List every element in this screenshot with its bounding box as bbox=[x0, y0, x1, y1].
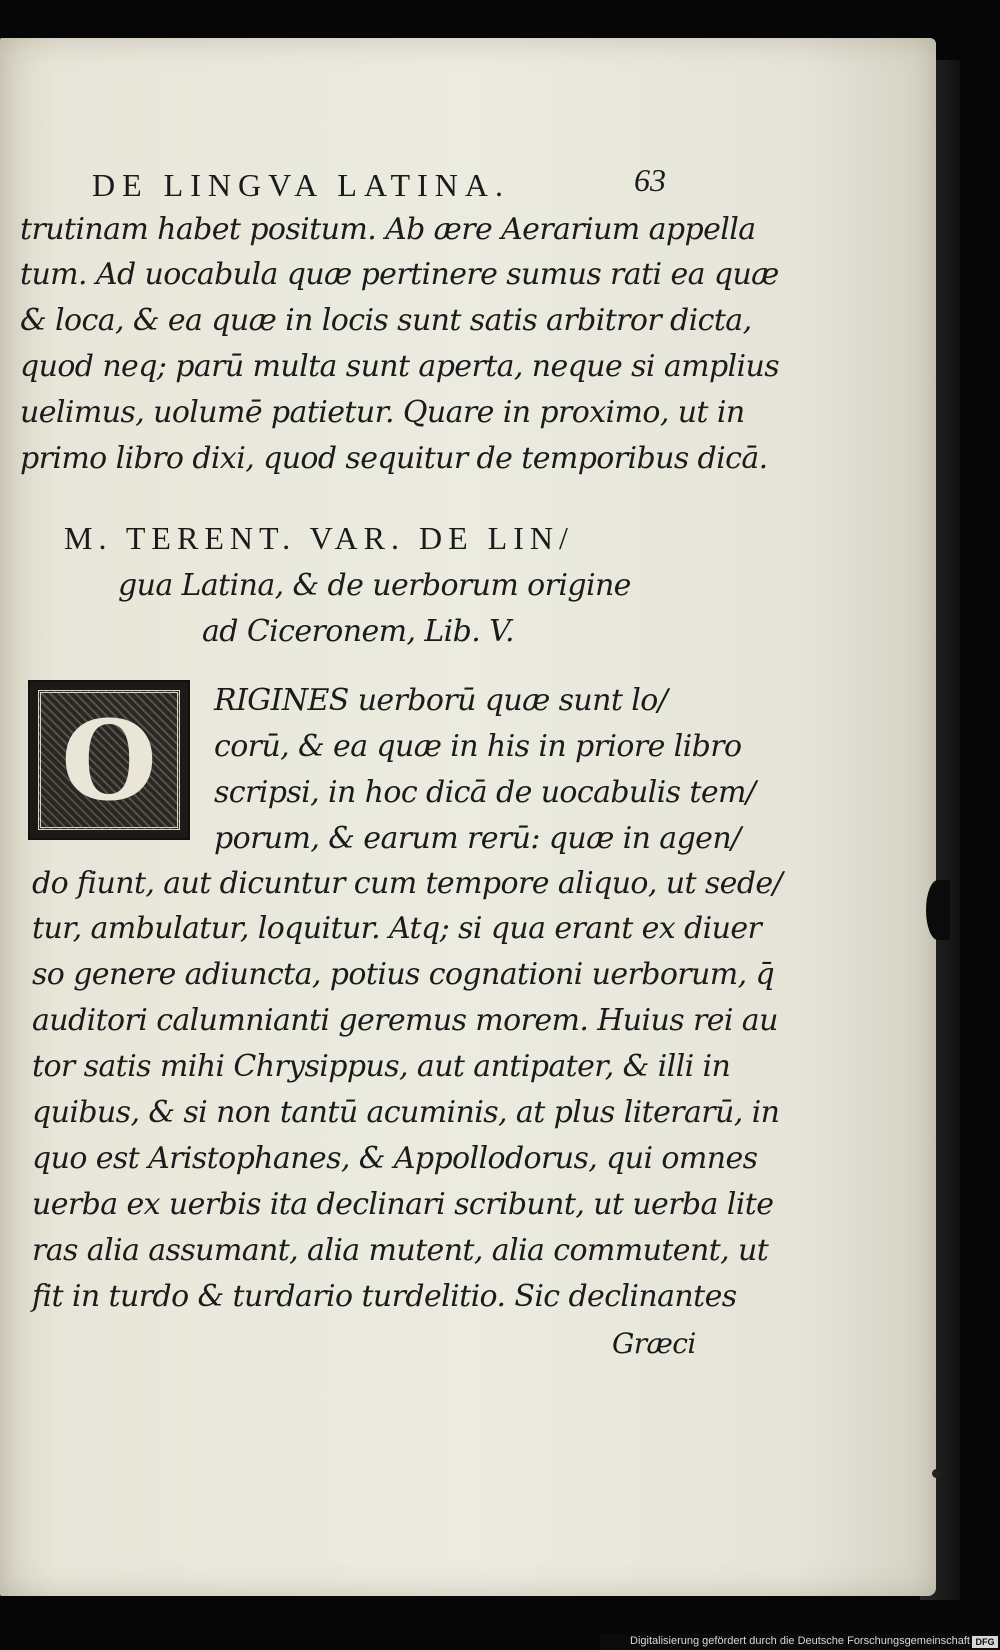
text-line: primo libro dixi, quod sequitur de temporibus dicā. bbox=[20, 441, 768, 476]
text-line: do fiunt, aut dicuntur cum tempore aliquo, ut sede/ bbox=[32, 866, 783, 901]
text-line: quod neq; parū multa sunt aperta, neque si amplius bbox=[20, 349, 780, 384]
footer-credit: Digitalisierung gefördert durch die Deutsche Forschungsgemeinschaft bbox=[630, 1635, 970, 1647]
text-line: & loca, & ea quæ in locis sunt satis arbitror dicta, bbox=[20, 303, 752, 338]
initial-letter: O bbox=[61, 695, 157, 825]
running-title: DE LINGVA LATINA. bbox=[92, 167, 510, 203]
text-line: porum, & earum rerū: quæ in agen/ bbox=[214, 821, 741, 856]
text-line: quo est Aristophanes, & Appollodorus, qui omnes bbox=[32, 1141, 758, 1176]
text-line: corū, & ea quæ in his in priore libro bbox=[214, 729, 742, 764]
chapter-heading-line: ad Ciceronem, Lib. V. bbox=[202, 614, 514, 649]
text-line: tor satis mihi Chrysippus, aut antipater, & illi in bbox=[32, 1049, 731, 1084]
decorated-initial bbox=[28, 680, 190, 840]
text-line: ras alia assumant, alia mutent, alia commutent, ut bbox=[32, 1233, 769, 1268]
text-line: tur, ambulatur, loquitur. Atq; si qua erant ex diuer bbox=[32, 911, 762, 946]
text-line: trutinam habet positum. Ab ære Aerarium appella bbox=[20, 212, 756, 247]
text-line: so genere adiuncta, potius cognationi uerborum, q̄ bbox=[32, 957, 775, 992]
text-line: RIGINES uerborū quæ sunt lo/ bbox=[214, 683, 668, 718]
text-line: fit in turdo & turdario turdelitio. Sic declinantes bbox=[32, 1279, 737, 1314]
catchword: Græci bbox=[612, 1327, 696, 1360]
chapter-heading-line: gua Latina, & de uerborum origine bbox=[118, 568, 631, 603]
text-line: auditori calumnianti geremus morem. Huius rei au bbox=[32, 1003, 778, 1038]
text-line: uelimus, uolumē patietur. Quare in proximo, ut in bbox=[20, 395, 745, 430]
chapter-heading: M. TERENT. VAR. DE LIN/ bbox=[64, 520, 574, 556]
page-number: 63 bbox=[634, 162, 666, 198]
text-line: uerba ex uerbis ita declinari scribunt, ut uerba lite bbox=[32, 1187, 774, 1222]
dfg-logo: DFG bbox=[972, 1636, 998, 1648]
text-line: quibus, & si non tantū acuminis, at plus literarū, in bbox=[32, 1095, 780, 1130]
text-line: scripsi, in hoc dicā de uocabulis tem/ bbox=[214, 775, 756, 810]
text-line: tum. Ad uocabula quæ pertinere sumus rati ea quæ bbox=[20, 257, 779, 292]
